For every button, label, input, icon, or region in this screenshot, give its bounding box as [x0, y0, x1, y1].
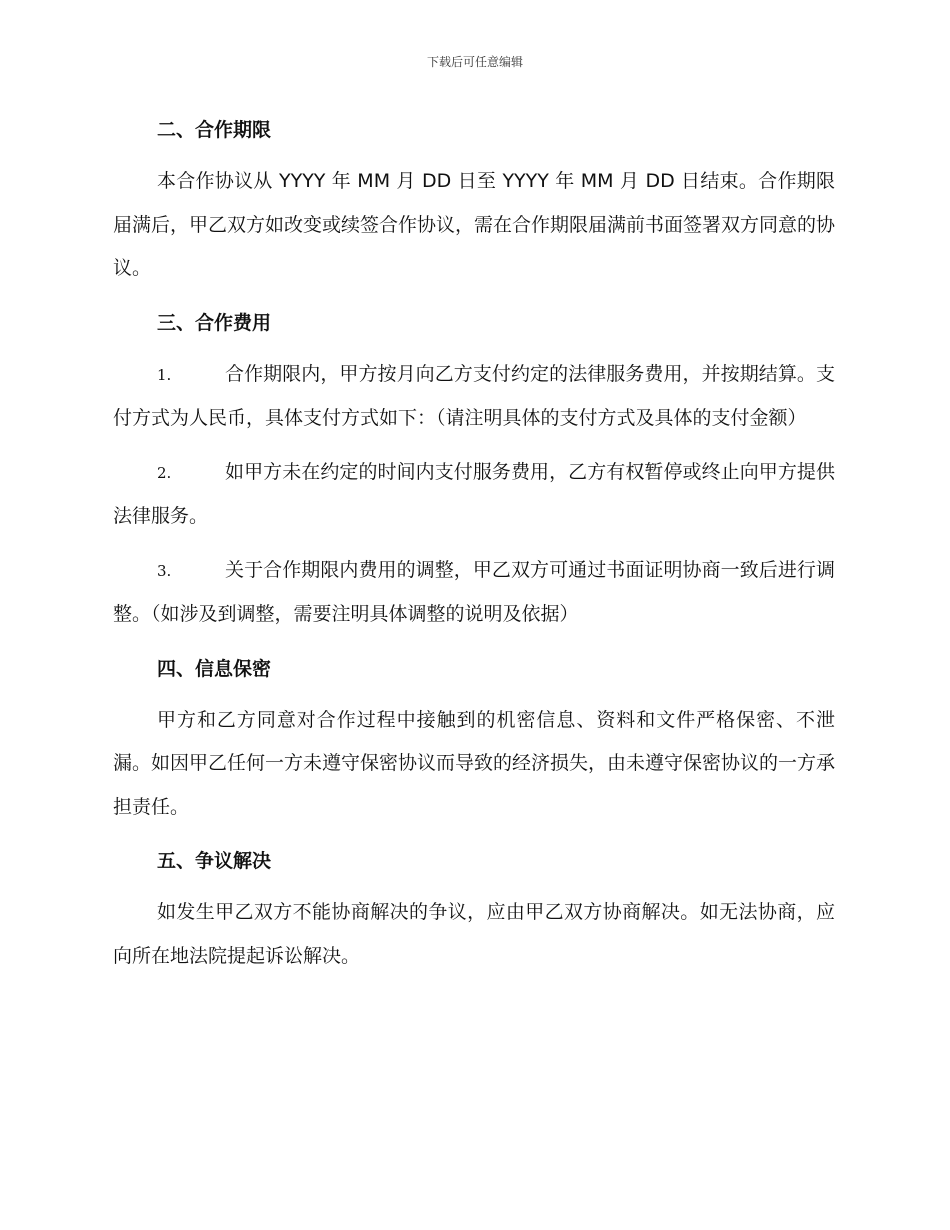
fee-item-3 [113, 549, 835, 637]
section-body-term: 本合作协议从 YYYY 年 MM 月 DD 日至 YYYY 年 MM 月 DD 日结束。合作期限届满后，甲乙双方如改变或续签合作协议，需在合作期限届满前书面签署双方同意的协议。 [113, 170, 836, 279]
section-heading-confidentiality: 四、信息保密 [157, 657, 272, 680]
section-body-dispute: 如发生甲乙双方不能协商解决的争议，应由甲乙双方协商解决。如无法协商，应向所在地法院提起诉讼解决。 [113, 901, 835, 967]
document-body [113, 108, 835, 978]
fee-item-number: 3. [157, 561, 172, 580]
fee-item-2 [113, 451, 835, 539]
fee-item-text: 合作期限内，甲方按月向乙方支付约定的法律服务费用，并按期结算。支付方式为人民币，具体支付方式如下：（请注明具体的支付方式及具体的支付金额） [113, 362, 835, 429]
section-heading-term: 二、合作期限 [157, 119, 272, 141]
fee-item-number: 1. [157, 365, 172, 384]
header-note: 下载后可任意编辑 [426, 55, 523, 69]
fee-item-1 [113, 353, 835, 441]
fee-item-text: 关于合作期限内费用的调整，甲乙双方可通过书面证明协商一致后进行调整。（如涉及到调整，需要注明具体调整的说明及依据） [113, 558, 835, 625]
section-heading-dispute: 五、争议解决 [157, 850, 272, 872]
fee-item-text: 如甲方未在约定的时间内支付服务费用，乙方有权暂停或终止向甲方提供法律服务。 [113, 460, 835, 527]
fee-item-number: 2. [157, 463, 172, 482]
section-body-confidentiality: 甲方和乙方同意对合作过程中接触到的机密信息、资料和文件严格保密、不泄漏。如因甲乙任何一方未遵守保密协议而导致的经济损失，由未遵守保密协议的一方承担责任。 [113, 708, 836, 818]
section-heading-fees: 三、合作费用 [157, 311, 272, 334]
